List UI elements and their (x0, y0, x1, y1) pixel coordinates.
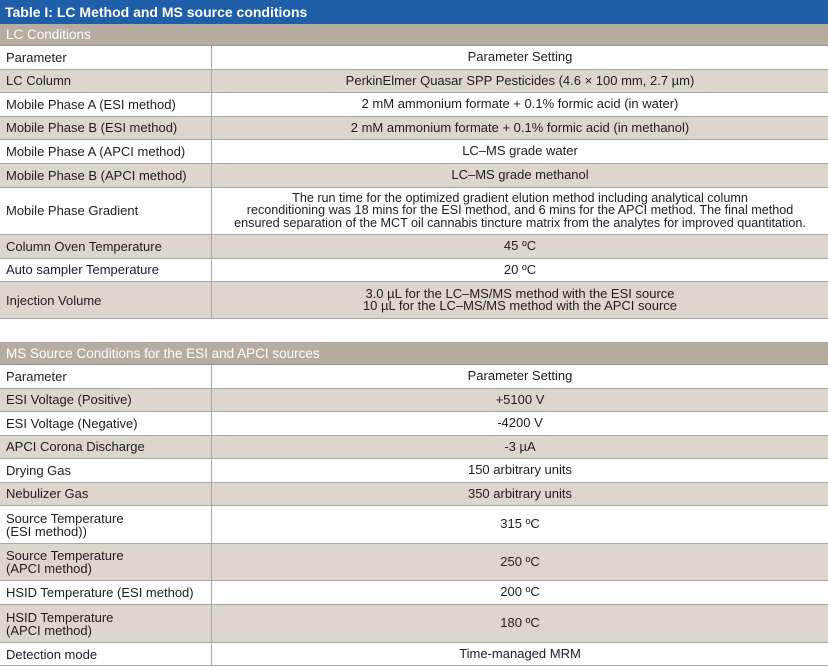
setting-cell: LC–MS grade methanol (451, 166, 589, 182)
setting-cell (212, 282, 828, 318)
setting-cell: -3 µA (504, 438, 536, 454)
setting-cell: Time-managed MRM (459, 645, 581, 661)
table-row (0, 643, 828, 666)
setting-line: The run time for the optimized gradient elution method including analytical column (292, 190, 748, 205)
setting-cell: LC–MS grade water (462, 143, 578, 158)
setting-line: 3.0 µL for the LC–MS/MS method with the ESI source (365, 285, 675, 301)
setting-line: ensured separation of the MCT oil cannabis tincture matrix from the analytes for improved quantitation. (234, 215, 806, 230)
setting-line: reconditioning was 18 mins for the ESI method, and 6 mins for the APCI method. The final method (246, 203, 794, 218)
setting-line: 10 µL for the LC–MS/MS method with the APCI source (362, 298, 678, 313)
ms-section-header: MS Source Conditions for the ESI and APCI sources (0, 343, 828, 365)
param-cell: Mobile Phase A (ESI method) (0, 93, 212, 116)
table-row (0, 140, 828, 164)
setting-cell: 315 ºC (500, 516, 540, 532)
setting-cell: 2 mM ammonium formate + 0.1% formic acid (in methanol) (350, 119, 690, 135)
setting-cell: PerkinElmer Quasar SPP Pesticides (4.6 × 100 mm, 2.7 µm) (345, 72, 695, 88)
setting-cell: 20 ºC (503, 261, 537, 277)
param-cell: Detection mode (0, 643, 212, 665)
param-cell (0, 544, 212, 580)
lc-section-header: LC Conditions (0, 24, 828, 46)
setting-cell: 350 arbitrary units (467, 485, 573, 501)
param-line: HSID Temperature (6, 609, 114, 625)
table-title: Table I: LC Method and MS source conditions (0, 0, 828, 24)
param-line: Source Temperature (6, 510, 124, 526)
param-line: (APCI method) (6, 561, 92, 576)
table-row (0, 164, 828, 188)
ms-header-parameter: Parameter (0, 365, 212, 388)
table-row (0, 483, 828, 507)
param-cell: Auto sampler Temperature (0, 259, 212, 282)
param-cell: Mobile Phase B (APCI method) (0, 164, 212, 187)
param-cell (0, 605, 212, 642)
table-row (0, 188, 828, 235)
table-row (0, 282, 828, 319)
param-cell: ESI Voltage (Positive) (0, 389, 212, 412)
param-cell: Column Oven Temperature (0, 235, 212, 258)
table-row (0, 117, 828, 141)
param-cell: Mobile Phase A (APCI method) (0, 140, 212, 163)
setting-cell: 250 ºC (500, 553, 540, 569)
lc-header-row (0, 46, 828, 70)
setting-cell: 150 arbitrary units (467, 462, 573, 477)
setting-cell (212, 188, 828, 234)
table-row (0, 506, 828, 544)
setting-cell: 45 ºC (503, 237, 537, 253)
param-cell (0, 506, 212, 543)
table-row (0, 459, 828, 483)
table-row (0, 93, 828, 117)
table-row (0, 436, 828, 460)
param-cell: Nebulizer Gas (0, 483, 212, 506)
table-row (0, 544, 828, 581)
setting-cell: 180 ºC (500, 615, 540, 631)
param-line: (ESI method)) (6, 523, 87, 539)
param-cell: Injection Volume (0, 282, 212, 318)
param-cell: HSID Temperature (ESI method) (0, 581, 212, 604)
ms-header-row (0, 365, 828, 389)
lc-header-parameter: Parameter (0, 46, 212, 69)
lc-header-setting: Parameter Setting (467, 49, 573, 64)
table-row (0, 581, 828, 605)
setting-cell: +5100 V (495, 391, 545, 407)
param-cell: Drying Gas (0, 459, 212, 482)
param-cell: Mobile Phase B (ESI method) (0, 117, 212, 140)
section-divider (0, 319, 828, 343)
setting-cell: 2 mM ammonium formate + 0.1% formic acid (in water) (361, 96, 679, 111)
setting-cell: -4200 V (497, 415, 543, 430)
table-row (0, 605, 828, 643)
table-row (0, 389, 828, 413)
table-row (0, 259, 828, 283)
param-cell: Mobile Phase Gradient (0, 188, 212, 234)
param-line: Source Temperature (6, 548, 124, 563)
param-cell: LC Column (0, 70, 212, 93)
table-row (0, 235, 828, 259)
table-row (0, 412, 828, 436)
setting-cell: 200 ºC (500, 584, 540, 600)
table-row (0, 70, 828, 94)
param-cell: APCI Corona Discharge (0, 436, 212, 459)
param-cell: ESI Voltage (Negative) (0, 412, 212, 435)
param-line: (APCI method) (6, 622, 92, 638)
ms-header-setting: Parameter Setting (467, 368, 573, 383)
